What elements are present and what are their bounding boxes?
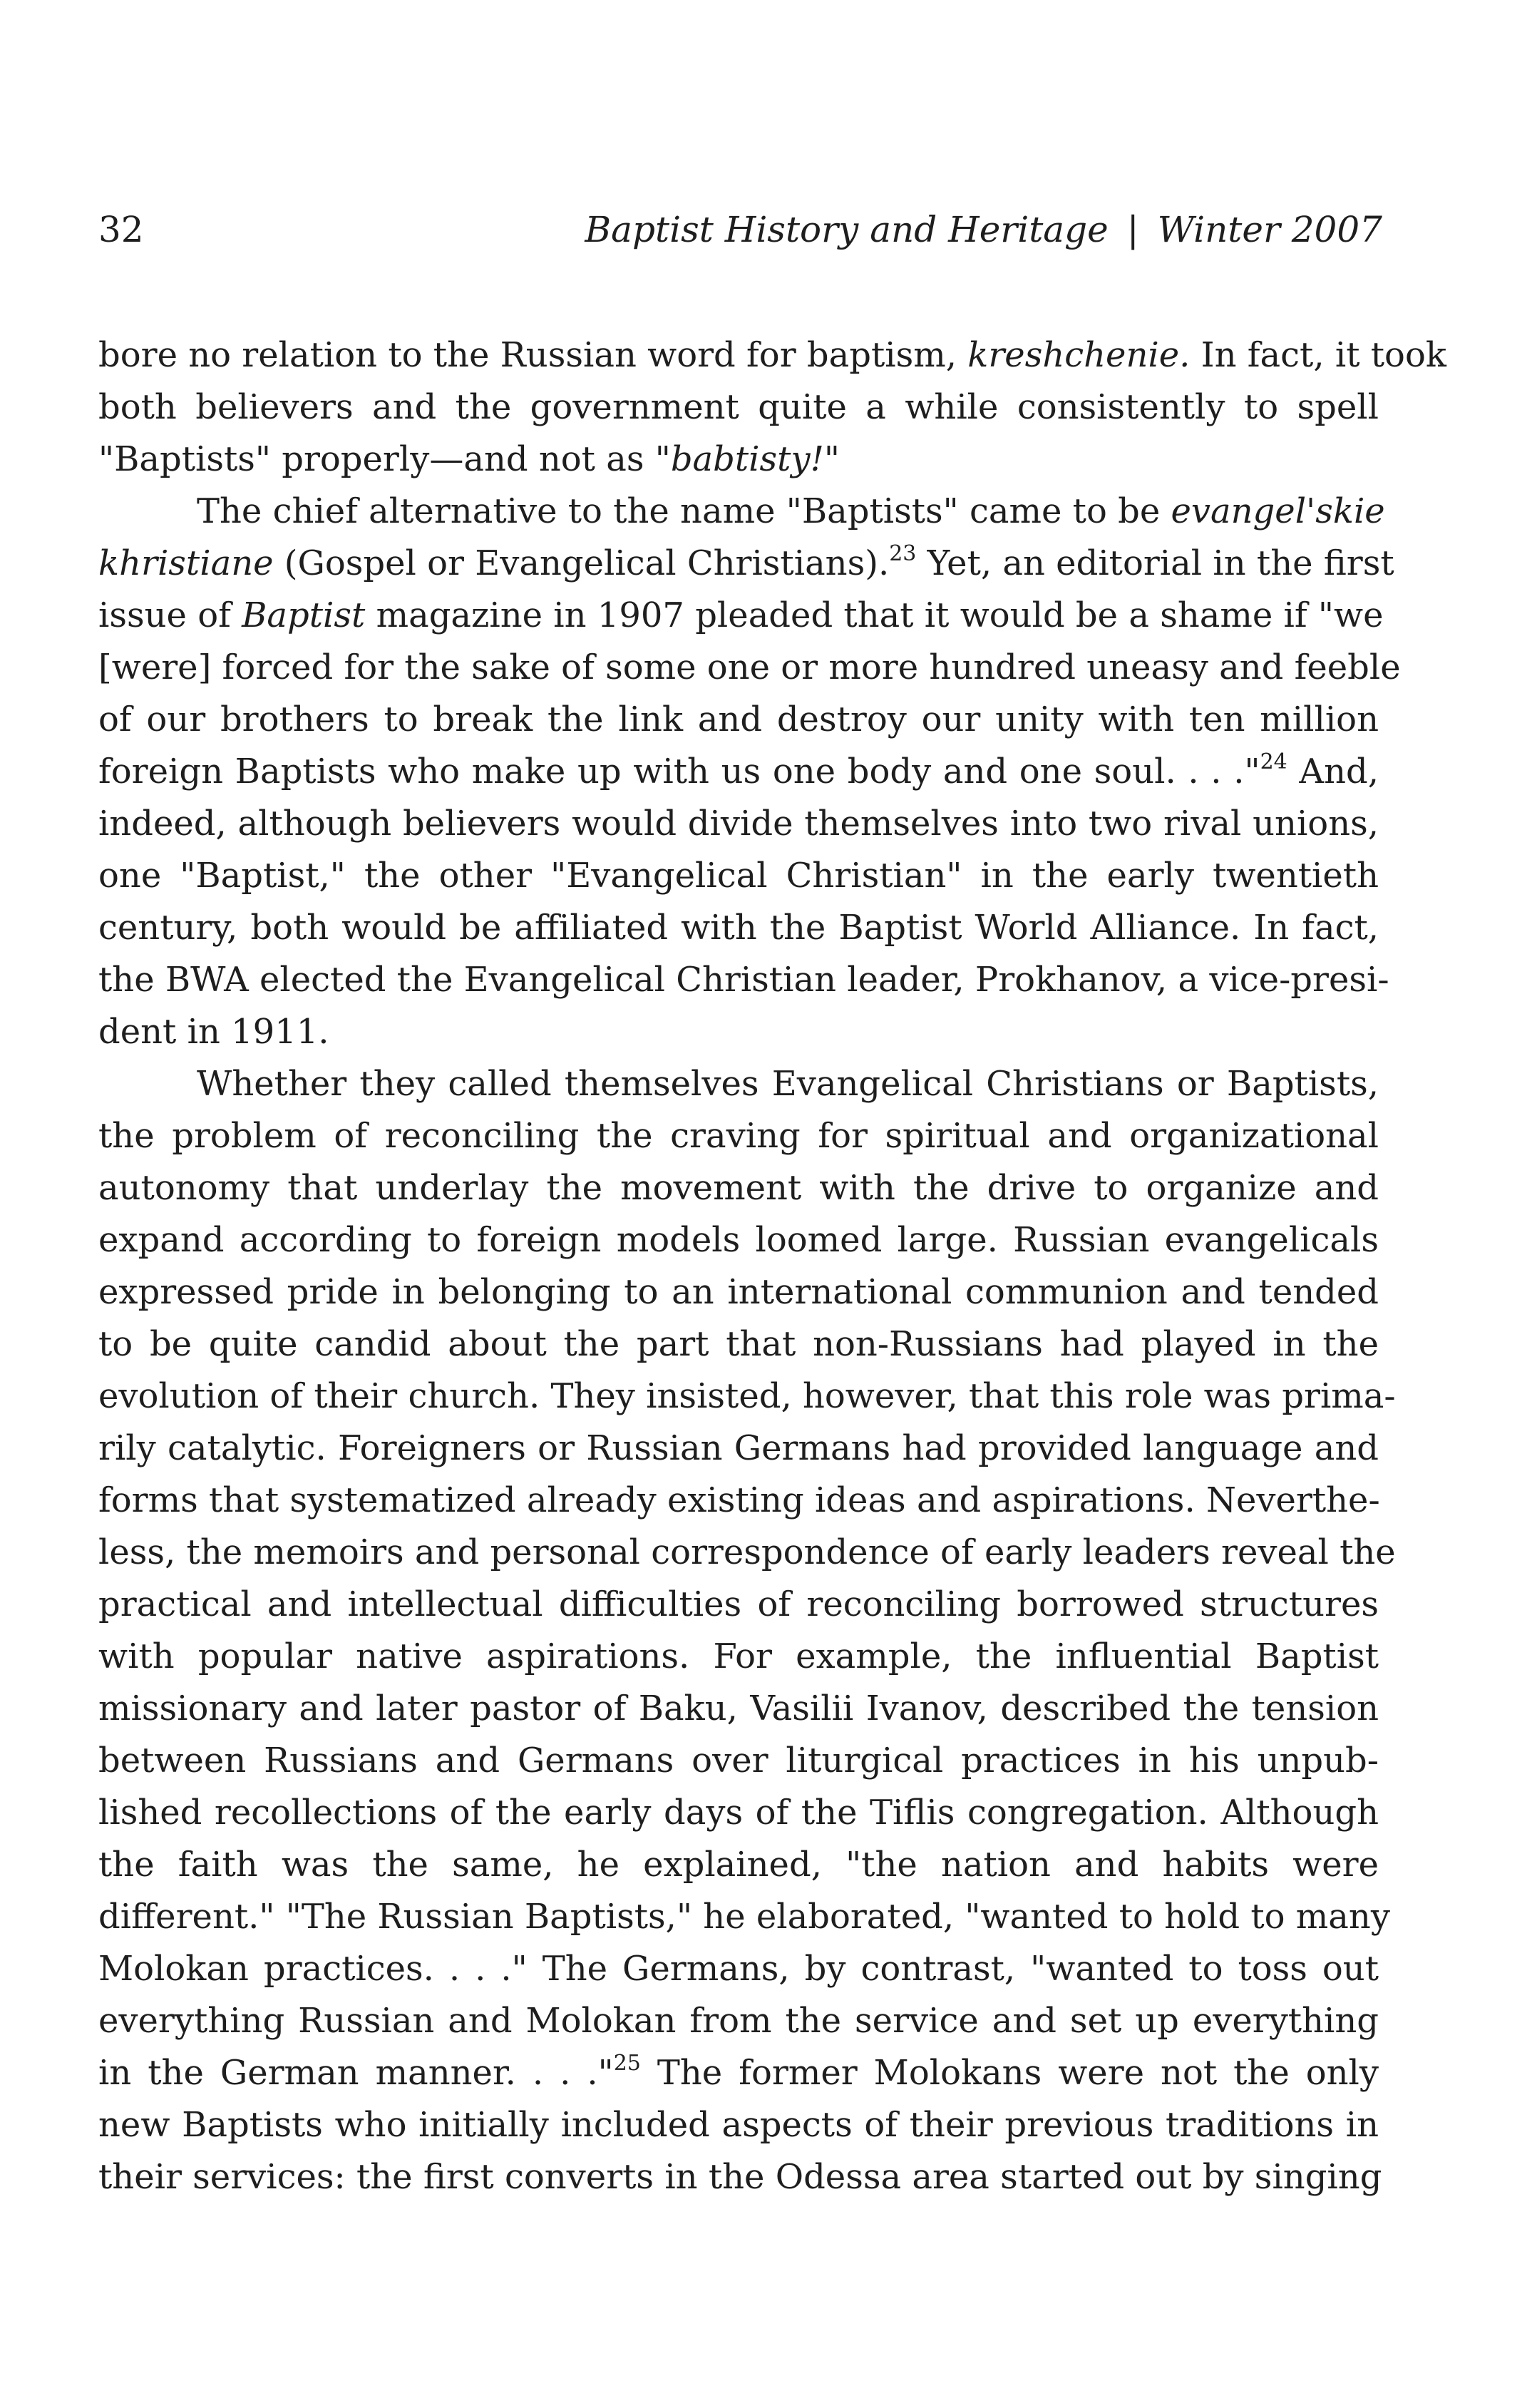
text-line: [98, 1423, 1379, 1475]
text-line: [98, 1475, 1379, 1527]
italic-text: "babtisty!": [654, 439, 840, 479]
text-line: [98, 2099, 1379, 2151]
text-run: expressed pride in belonging to an international communion and tended: [98, 1272, 1379, 1312]
text-line: [98, 329, 1446, 381]
text-line: [98, 2151, 1382, 2203]
text-run: dent in 1911.: [98, 1012, 329, 1052]
text-line: [98, 1891, 1390, 1943]
text-run: forms that systematized already existing ideas and aspirations. Neverthe-: [98, 1480, 1380, 1520]
text-run: In fact, it took: [1190, 335, 1446, 375]
text-run: expand according to foreign models loomed large. Russian evangelicals: [98, 1220, 1379, 1260]
italic-text: evangel'skie: [1171, 491, 1385, 531]
text-run: evolution of their church. They insisted, however, that this role was prima-: [98, 1376, 1396, 1416]
text-run: lished recollections of the early days of the Tiflis congregation. Although: [98, 1793, 1379, 1833]
text-line: [98, 850, 1379, 902]
text-line: [98, 1839, 1379, 1891]
body-text: [98, 329, 1446, 2203]
text-run: between Russians and Germans over liturgical practices in his unpub-: [98, 1741, 1379, 1781]
text-line: [98, 1318, 1379, 1370]
text-run: missionary and later pastor of Baku, Vasilii Ivanov, described the tension: [98, 1689, 1379, 1728]
text-run: autonomy that underlay the movement with the drive to organize and: [98, 1168, 1379, 1208]
text-run: The former Molokans were not the only: [640, 2053, 1379, 2093]
text-line: [98, 1370, 1396, 1423]
text-run: practical and intellectual difficulties of reconciling borrowed structures: [98, 1584, 1379, 1624]
text-line: [98, 642, 1401, 694]
text-run: in the German manner. . . .": [98, 2053, 614, 2093]
text-line: [98, 1579, 1379, 1631]
text-run: Whether they called themselves Evangelical Christians or Baptists,: [197, 1064, 1379, 1104]
text-line: [98, 1683, 1379, 1735]
text-line: [98, 954, 1389, 1006]
text-run: "Baptists" properly—and not as: [98, 439, 655, 479]
text-run: their services: the first converts in the Odessa area started out by singing: [98, 2157, 1382, 2197]
text-line: [98, 1943, 1379, 1995]
text-run: with popular native aspirations. For example, the influential Baptist: [98, 1636, 1379, 1676]
text-line: [98, 1162, 1379, 1214]
text-line: [98, 1058, 1379, 1110]
text-run: less, the memoirs and personal correspondence of early leaders reveal the: [98, 1532, 1396, 1572]
text-line: [98, 694, 1379, 746]
text-run: to be quite candid about the part that non-Russians had played in the: [98, 1324, 1379, 1364]
italic-text: Baptist: [242, 595, 366, 635]
text-run: of our brothers to break the link and destroy our unity with ten million: [98, 700, 1379, 739]
running-head: [585, 208, 1382, 251]
page-number: 32: [98, 209, 144, 250]
text-run: one "Baptist," the other "Evangelical Christian" in the early twentieth: [98, 856, 1379, 896]
text-line: [98, 2047, 1379, 2099]
text-run: bore no relation to the Russian word for baptism,: [98, 335, 968, 375]
text-run: indeed, although believers would divide themselves into two rival unions,: [98, 804, 1379, 844]
text-run: magazine in 1907 pleaded that it would be a shame if "we: [365, 595, 1384, 635]
text-run: Yet, an editorial in the first: [916, 543, 1394, 583]
text-line: [98, 590, 1384, 642]
text-run: everything Russian and Molokan from the service and set up everything: [98, 2001, 1379, 2041]
text-run: the BWA elected the Evangelical Christian leader, Prokhanov, a vice-presi-: [98, 960, 1389, 1000]
text-line: [98, 902, 1379, 954]
text-run: issue of: [98, 595, 242, 635]
text-run: century, both would be affiliated with the Baptist World Alliance. In fact,: [98, 908, 1379, 948]
footnote-ref: 25: [613, 2051, 641, 2076]
text-line: [98, 434, 1379, 486]
text-run: Molokan practices. . . ." The Germans, by contrast, "wanted to toss out: [98, 1949, 1379, 1989]
running-head-separator: |: [1126, 209, 1139, 250]
text-run: rily catalytic. Foreigners or Russian Germans had provided language and: [98, 1428, 1379, 1468]
journal-title: Baptist History and Heritage: [585, 209, 1109, 250]
text-line: [98, 1995, 1379, 2047]
text-run: foreign Baptists who make up with us one body and one soul. . . .": [98, 752, 1260, 791]
text-line: [98, 1214, 1379, 1266]
text-line: [98, 1266, 1379, 1318]
text-line: [98, 1527, 1396, 1579]
text-run: the problem of reconciling the craving for spiritual and organizational: [98, 1116, 1379, 1156]
footnote-ref: 24: [1260, 749, 1287, 774]
text-run: And,: [1287, 752, 1379, 791]
text-line: [98, 1006, 1379, 1058]
text-line: [98, 486, 1385, 538]
text-line: [98, 1787, 1379, 1839]
text-line: [98, 1631, 1379, 1683]
italic-text: kreshchenie.: [967, 335, 1191, 375]
text-run: new Baptists who initially included aspects of their previous traditions in: [98, 2105, 1379, 2145]
text-line: [98, 381, 1379, 434]
text-line: [98, 1735, 1379, 1787]
text-line: [98, 1110, 1379, 1162]
text-run: different." "The Russian Baptists," he elaborated, "wanted to hold to many: [98, 1897, 1390, 1937]
text-run: [were] forced for the sake of some one or more hundred uneasy and feeble: [98, 647, 1401, 687]
text-line: [98, 746, 1379, 798]
footnote-ref: 23: [889, 541, 917, 566]
text-line: [98, 798, 1379, 850]
text-run: The chief alternative to the name "Baptists" came to be: [197, 491, 1171, 531]
issue-date: Winter 2007: [1157, 209, 1382, 250]
text-run: (Gospel or Evangelical Christians).: [273, 543, 890, 583]
text-run: the faith was the same, he explained, "the nation and habits were: [98, 1845, 1379, 1885]
text-run: both believers and the government quite a while consistently to spell: [98, 387, 1379, 427]
text-line: [98, 538, 1394, 590]
italic-text: khristiane: [98, 543, 274, 583]
